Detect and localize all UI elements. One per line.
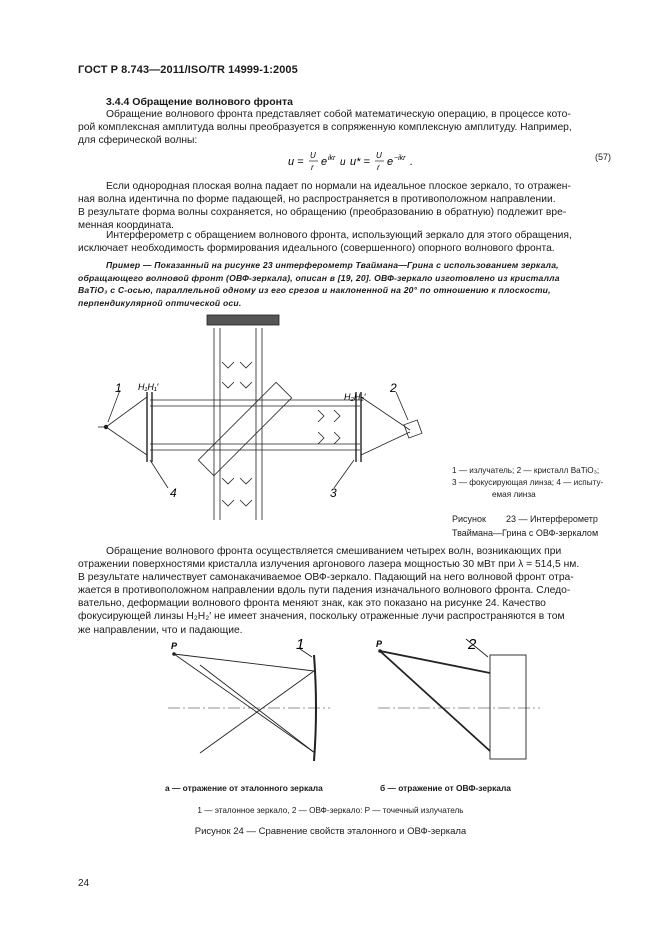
text-line: вательно, деформации волнового фронта меняют знак, как это показано на рисунке 24. Качество <box>78 598 546 610</box>
example-note <box>78 259 614 309</box>
text-line: отражении поверхностями кристалла излучения аргонового лазера мощностью 30 мВт при λ = 514,5 нм. <box>78 559 580 571</box>
label-2: 2 <box>390 381 397 395</box>
beam-line <box>106 427 147 455</box>
text-line: перпендикулярной оптической оси. <box>78 297 242 308</box>
reference-mirror <box>207 315 279 325</box>
label-h2: H₂H₂′ <box>344 392 366 402</box>
wavefront-markers <box>222 478 252 506</box>
legend-line: емая линза <box>492 490 536 499</box>
beam-splitter <box>198 382 291 475</box>
text-line: Интерферометр с обращением волнового фронта, использующий зеркало для этого обращения, <box>106 230 572 241</box>
text-line: Пример — Показанный на рисунке 23 интерферометр Тваймана—Грина с использованием зеркала, <box>106 260 559 270</box>
svg-text:e: e <box>387 156 394 168</box>
text-line: исключает необходимость формирования идеального (совершенного) опорного волнового фронта. <box>78 243 555 255</box>
svg-text:u =: u = <box>288 156 304 168</box>
label-p: P <box>171 641 178 651</box>
subcaption-a: а — отражение от эталонного зеркала <box>165 783 323 793</box>
text-line: Обращение волнового фронта представляет собой математическую операцию, в процессе кото- <box>106 109 571 120</box>
text-line: рой комплексная амплитуда волны преобразуется в сопряженную комплексную амплитуду. Например, <box>78 122 572 134</box>
text-line: обращающего волновой фронт (ОВФ-зеркала), описан в [19, 20]. ОВФ-зеркало изготовлено из кристалла <box>78 272 560 283</box>
point-source <box>378 649 382 653</box>
label-3: 3 <box>330 486 337 500</box>
svg-text:e: e <box>321 156 328 168</box>
paragraph-four-wave <box>78 545 614 637</box>
caption-line: Тваймана—Грина с ОВФ-зеркалом <box>452 528 599 538</box>
figure-24-legend: 1 — эталонное зеркало, 2 — ОВФ-зеркало: P — точечный излучатель <box>197 806 464 815</box>
text-line: BaTiO₃ с C-осью, параллельной одному из его срезов и наклоненной на 20° по отношению к плоскости, <box>78 285 551 296</box>
text-line: фокусирующей линзы H₂H₂′ не имеет значения, поскольку отраженные лучи распространяются в том <box>78 611 565 623</box>
leader-line <box>396 392 408 420</box>
svg-text:r: r <box>311 163 314 172</box>
paragraph-plane-wave <box>78 180 614 232</box>
svg-text:u* =: u* = <box>350 156 370 168</box>
figure-24-caption: Рисунок 24 — Сравнение свойств эталонного и ОВФ-зеркала <box>194 826 467 837</box>
label-p: P <box>376 639 383 649</box>
label-1: 1 <box>296 636 305 653</box>
leader-line <box>150 460 168 488</box>
document-header: ГОСТ Р 8.743—2011/ISO/TR 14999-1:2005 <box>78 64 298 76</box>
page-number: 24 <box>78 878 90 889</box>
svg-text:ikr: ikr <box>328 155 336 162</box>
paragraph-intro <box>78 108 614 147</box>
text-line: для сферической волны: <box>78 135 198 147</box>
label-2: 2 <box>468 636 477 653</box>
legend-line: 1 — излучатель; 2 — кристалл BaTiO₃; <box>452 466 600 475</box>
svg-text:.: . <box>410 156 414 168</box>
text-line: менная координата. <box>78 220 175 232</box>
text-line: В результате форма волны сохраняется, но обращению (преобразованию в обратную) подлежит вре- <box>78 207 567 219</box>
figure-23-diagram <box>90 310 440 535</box>
ray <box>380 651 490 673</box>
figure-23-legend <box>452 465 616 501</box>
point-source <box>172 652 176 656</box>
figure-23-caption <box>452 512 616 540</box>
wavefront-markers <box>318 410 340 444</box>
pc-mirror <box>490 655 526 759</box>
label-1: 1 <box>115 381 122 395</box>
formula-57 <box>288 148 428 179</box>
paragraph-interferometer <box>78 229 614 255</box>
ray <box>380 651 490 751</box>
section-title: 3.4.4 Обращение волнового фронта <box>106 96 293 108</box>
wavefront-markers <box>222 362 252 388</box>
subcaption-b: б — отражение от ОВФ-зеркала <box>380 783 511 793</box>
svg-text:r: r <box>377 163 380 172</box>
beam-line <box>361 397 410 430</box>
text-line: Если однородная плоская волна падает по нормали на идеальное плоское зеркало, то отражен- <box>106 181 571 192</box>
leader-line <box>334 460 354 488</box>
svg-text:U: U <box>376 151 382 160</box>
svg-text:−ikr: −ikr <box>394 155 406 162</box>
source-point <box>104 425 108 429</box>
svg-text:U: U <box>310 151 316 160</box>
text-line: Обращение волнового фронта осуществляется смешиванием четырех волн, возникающих при <box>106 546 562 557</box>
ray <box>200 665 315 753</box>
formula-graphic <box>288 148 428 176</box>
text-line: жается в противоположном направлении вдоль пути падения изначального волнового фронта. Следо- <box>78 585 571 597</box>
formula-number: (57) <box>595 152 612 162</box>
legend-line: 3 — фокусирующая линза; 4 — испыту- <box>452 478 604 487</box>
label-4: 4 <box>170 486 177 500</box>
crystal-batio3 <box>404 420 422 438</box>
beam-line <box>361 432 410 455</box>
figure-24b-diagram <box>370 635 550 795</box>
figure-24a-diagram <box>160 635 340 795</box>
text-line: В результате наличествует самонакачиваемое ОВФ-зеркало. Падающий на него волновой фронт отра- <box>78 572 574 584</box>
svg-text:и: и <box>340 157 346 168</box>
label-h1: H₁H₁′ <box>138 382 159 392</box>
text-line: ная волна идентична по форме падающей, но распространяется в противоположном направлении. <box>78 194 556 206</box>
text-line: же направлении, что и падающие. <box>78 624 243 636</box>
caption-line: Рисунок 23 — Интерферометр <box>452 514 598 524</box>
